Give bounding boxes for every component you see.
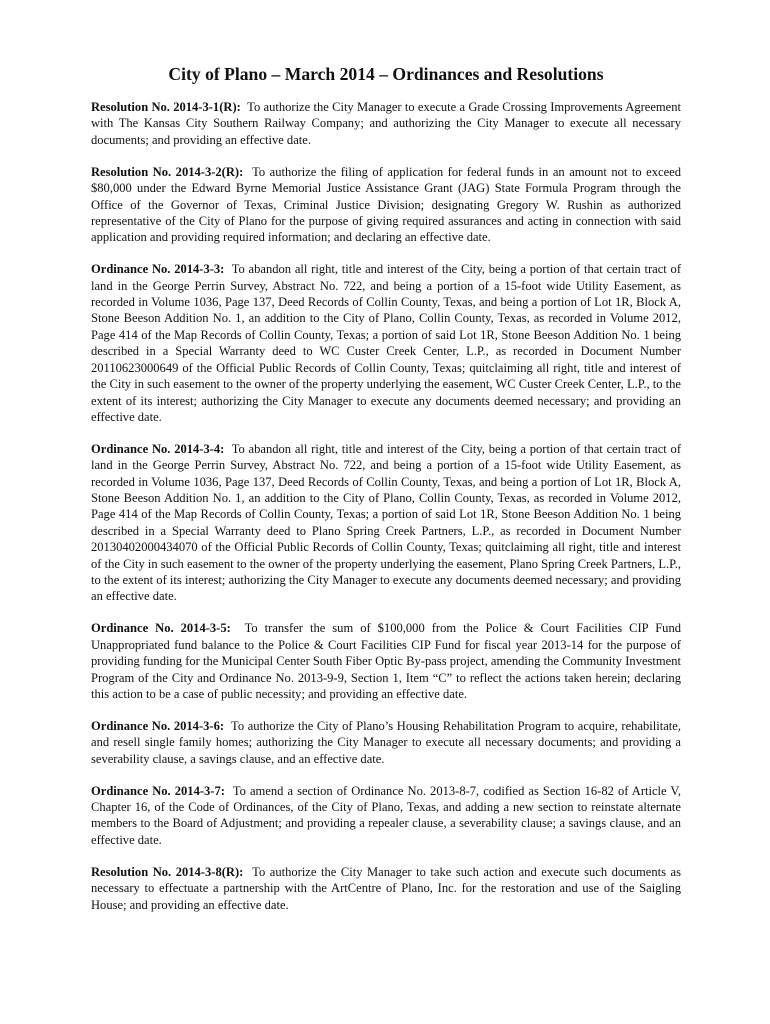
entry-text: To abandon all right, title and interest of the City, being a portion of that certain tract of land in the George Perrin Survey, Abstract No. 722, and being a portion of a 15-foot wide Utility Easement, as recorded in Volume 1036, Page 137, Deed Records of Collin County, Texas, and being a portion of Lot 1R, Block A, Stone Beeson Addition No. 1, an addition to the City of Plano, Collin County, Texas, as recorded in Volume 2012, Page 414 of the Map Records of Collin County, Texas; a portion of said Lot 1R, Stone Beeson Addition No. 1 being described in a Special Warranty deed to WC Custer Creek Center, L.P., as recorded in Document Number 20110623000649 of the Official Public Records of Collin County, Texas; quitclaiming all right, title and interest of the City in such easement to the owner of the property underlying the easement, WC Custer Creek Center, L.P., to the extent of its interest; authorizing the City Manager to execute any documents deemed necessary; and providing an effective date. (91, 262, 681, 424)
entry-id: Resolution No. 2014-3-8(R): (91, 864, 244, 879)
entry-text: To authorize the City Manager to take such action and execute such documents as necessary to effectuate a partnership with the ArtCentre of Plano, Inc. for the restoration and use of the Saigling House; and providing an effective date. (91, 864, 681, 912)
entry-id: Resolution No. 2014-3-2(R): (91, 164, 244, 179)
document-title: City of Plano – March 2014 – Ordinances and Resolutions (168, 64, 604, 84)
document-page (91, 62, 681, 928)
entry-ordinance-2014-3-6 (91, 718, 681, 767)
entry-id: Ordinance No. 2014-3-5: (91, 621, 231, 636)
entry-id: Ordinance No. 2014-3-6: (91, 718, 225, 733)
entry-resolution-2014-3-8 (91, 864, 681, 913)
entry-id: Ordinance No. 2014-3-3: (91, 262, 225, 277)
entry-resolution-2014-3-2 (91, 164, 681, 246)
entry-ordinance-2014-3-5 (91, 620, 681, 702)
entry-id: Resolution No. 2014-3-1(R): (91, 100, 241, 114)
entry-ordinance-2014-3-4 (91, 441, 681, 605)
entry-text: To authorize the City Manager to execute a Grade Crossing Improvements Agreement with The Kansas City Southern Railway Company; and authorizing the City Manager to execute all necessary documents; and providing an effective date. (91, 100, 682, 147)
entry-ordinance-2014-3-7 (91, 783, 681, 849)
entry-id: Ordinance No. 2014-3-7: (91, 783, 225, 798)
entry-text: To authorize the City of Plano’s Housing Rehabilitation Program to acquire, rehabilitate, and resell single family homes; authorizing the City Manager to execute all necessary documents; and providing a severability clause, a savings clause, and an effective date. (91, 718, 681, 766)
entry-text: To amend a section of Ordinance No. 2013-8-7, codified as Section 16-82 of Article V, Chapter 16, of the Code of Ordinances, of the City of Plano, Texas, and adding a new section to reinstate alternate members to the Board of Adjustment; and providing a repealer clause, a severability clause; a savings clause, and an effective date. (91, 783, 682, 847)
entry-text: To abandon all right, title and interest of the City, being a portion of that certain tract of land in the George Perrin Survey, Abstract No. 722, and being a portion of a 15-foot wide Utility Easement, as recorded in Volume 1036, Page 137, Deed Records of Collin County, Texas, and being a portion of Lot 1R, Block A, Stone Beeson Addition No. 1, an addition to the City of Plano, Collin County, Texas, as recorded in Volume 2012, Page 414 of the Map Records of Collin County, Texas; a portion of said Lot 1R, Stone Beeson Addition No. 1 being described in a Special Warranty deed to Plano Spring Creek Partners, L.P., as recorded in Document Number 20130402000434070 of the Official Public Records of Collin County, Texas; quitclaiming all right, title and interest of the City in such easement to the owner of the property underlying the easement, Plano Spring Creek Partners, L.P., to the extent of its interest; authorizing the City Manager to execute any documents deemed necessary; and providing an effective date. (91, 441, 681, 604)
entry-resolution-2014-3-1 (91, 99, 681, 148)
entry-ordinance-2014-3-3 (91, 261, 681, 425)
entry-id: Ordinance No. 2014-3-4: (91, 441, 225, 456)
entry-text: To authorize the filing of application for federal funds in an amount not to exceed $80,000 under the Edward Byrne Memorial Justice Assistance Grant (JAG) State Formula Program through the Office of the Governor of Texas, Criminal Justice Division; designating Gregory W. Rushin as authorized representative of the City of Plano for the purpose of giving required assurances and acting in connection with said application and providing required information; and declaring an effective date. (91, 164, 681, 245)
entry-text: To transfer the sum of $100,000 from the Police & Court Facilities CIP Fund Unappropriated fund balance to the Police & Court Facilities CIP Fund for fiscal year 2013-14 for the purpose of providing funding for the Municipal Center South Fiber Optic By-pass project, amending the Community Investment Program of the City and Ordinance No. 2013-9-9, Section 1, Item “C” to reflect the actions taken herein; declaring this action to be a case of public necessity; and providing an effective date. (91, 621, 681, 701)
